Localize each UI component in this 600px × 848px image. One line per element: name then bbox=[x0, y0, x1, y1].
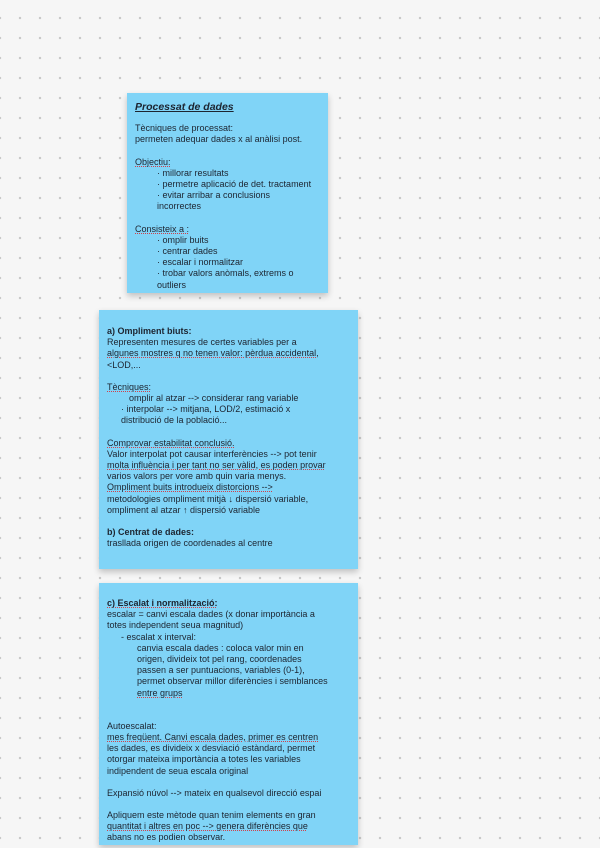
note-line: - escalat x interval: bbox=[121, 631, 197, 642]
note-line: trasllada origen de coordenades al centre bbox=[107, 538, 273, 549]
note-spacer bbox=[107, 799, 358, 810]
note-spacer bbox=[107, 777, 358, 788]
note-line: permet observar millor diferències i semblances bbox=[137, 676, 328, 687]
note-spacer bbox=[107, 699, 358, 710]
note-line: totes independent seua magnitud) bbox=[107, 620, 244, 631]
sticky-note-ompliment[interactable] bbox=[99, 310, 358, 569]
note-line: Representen mesures de certes variables per a bbox=[107, 337, 297, 348]
note-line: Expansió núvol --> mateix en qualsevol direcció espai bbox=[107, 787, 322, 798]
note-line: outliers bbox=[157, 279, 187, 290]
note-line: mes freqüent. Canvi escala dades, primer es centren bbox=[107, 732, 319, 743]
sticky-note-processat[interactable] bbox=[127, 93, 328, 293]
note-line: incorrectes bbox=[157, 201, 202, 212]
note-line: escalar = canvi escala dades (x donar importància a bbox=[107, 609, 315, 620]
note-line: permeten adequar dades x al anàlisi post. bbox=[135, 134, 303, 145]
note-line: Tècniques: bbox=[107, 381, 152, 392]
note-line: omplir al atzar --> considerar rang variable bbox=[129, 393, 299, 404]
note-line: canvia escala dades : coloca valor min en bbox=[137, 642, 304, 653]
note-line: Apliquem este mètode quan tenim elements en gran bbox=[107, 810, 316, 821]
note-spacer bbox=[135, 146, 328, 157]
note-line: Valor interpolat pot causar interferències --> pot tenir bbox=[107, 448, 317, 459]
note-line: · millorar resultats bbox=[157, 167, 229, 178]
note-line: · escalar i normalitzar bbox=[157, 257, 244, 268]
note-heading: a) Ompliment biuts: bbox=[107, 326, 192, 336]
note-line: indipendent de seua escala original bbox=[107, 765, 249, 776]
note-line: abans no es podien observar. bbox=[107, 832, 226, 843]
note-line: Consisteix a : bbox=[135, 223, 190, 234]
note-line: varios valors per vore amb quin varia menys. bbox=[107, 471, 287, 482]
note-line: · omplir buits bbox=[157, 234, 209, 245]
note-line: · centrar dades bbox=[157, 246, 218, 257]
note-line: otorgar mateixa importància a totes les variables bbox=[107, 754, 301, 765]
note-line: les dades, es divideix x desviació estàndard, permet bbox=[107, 743, 316, 754]
note-line: Objectiu: bbox=[135, 156, 171, 167]
note-title: Processat de dades bbox=[135, 101, 234, 113]
note-line: · trobar valors anòmals, extrems o bbox=[157, 268, 294, 279]
note-line: Comprovar estabilitat conclusió. bbox=[107, 437, 235, 448]
sticky-note-escalat[interactable] bbox=[99, 583, 358, 845]
note-spacer bbox=[107, 710, 358, 721]
note-line: algunes mostres q no tenen valor: pèrdua accidental, bbox=[107, 348, 319, 359]
note-line: · interpolar --> mitjana, LOD/2, estimació x bbox=[121, 404, 291, 415]
note-line: entre grups bbox=[137, 687, 183, 698]
note-line: Ompliment buits introdueix distorcions --> bbox=[107, 482, 273, 493]
note-heading: c) Escalat i normalització: bbox=[107, 598, 218, 608]
note-line: · evitar arribar a conclusions bbox=[157, 190, 271, 201]
note-line: metodologies ompliment mitjà ↓ dispersió variable, bbox=[107, 493, 309, 504]
note-line: · permetre aplicació de det. tractament bbox=[157, 179, 312, 190]
note-line: quantitat i altres en poc --> genera diferències que bbox=[107, 821, 308, 832]
note-line: Autoescalat: bbox=[107, 720, 157, 731]
note-line: passen a ser puntuacions, variables (0-1), bbox=[137, 665, 305, 676]
note-line: ompliment al atzar ↑ dispersió variable bbox=[107, 504, 261, 515]
note-heading: b) Centrat de dades: bbox=[107, 527, 195, 538]
note-line: Tècniques de processat: bbox=[135, 123, 234, 134]
note-spacer bbox=[135, 213, 328, 224]
note-spacer bbox=[107, 371, 358, 382]
note-line: distribució de la població... bbox=[121, 415, 228, 426]
note-line: <LOD,... bbox=[107, 359, 141, 370]
note-spacer bbox=[107, 427, 358, 438]
note-line: molta influència i per tant no ser vàlid, es poden provar bbox=[107, 460, 326, 471]
note-spacer bbox=[107, 516, 358, 527]
note-line: origen, divideix tot pel rang, coordenades bbox=[137, 654, 302, 665]
